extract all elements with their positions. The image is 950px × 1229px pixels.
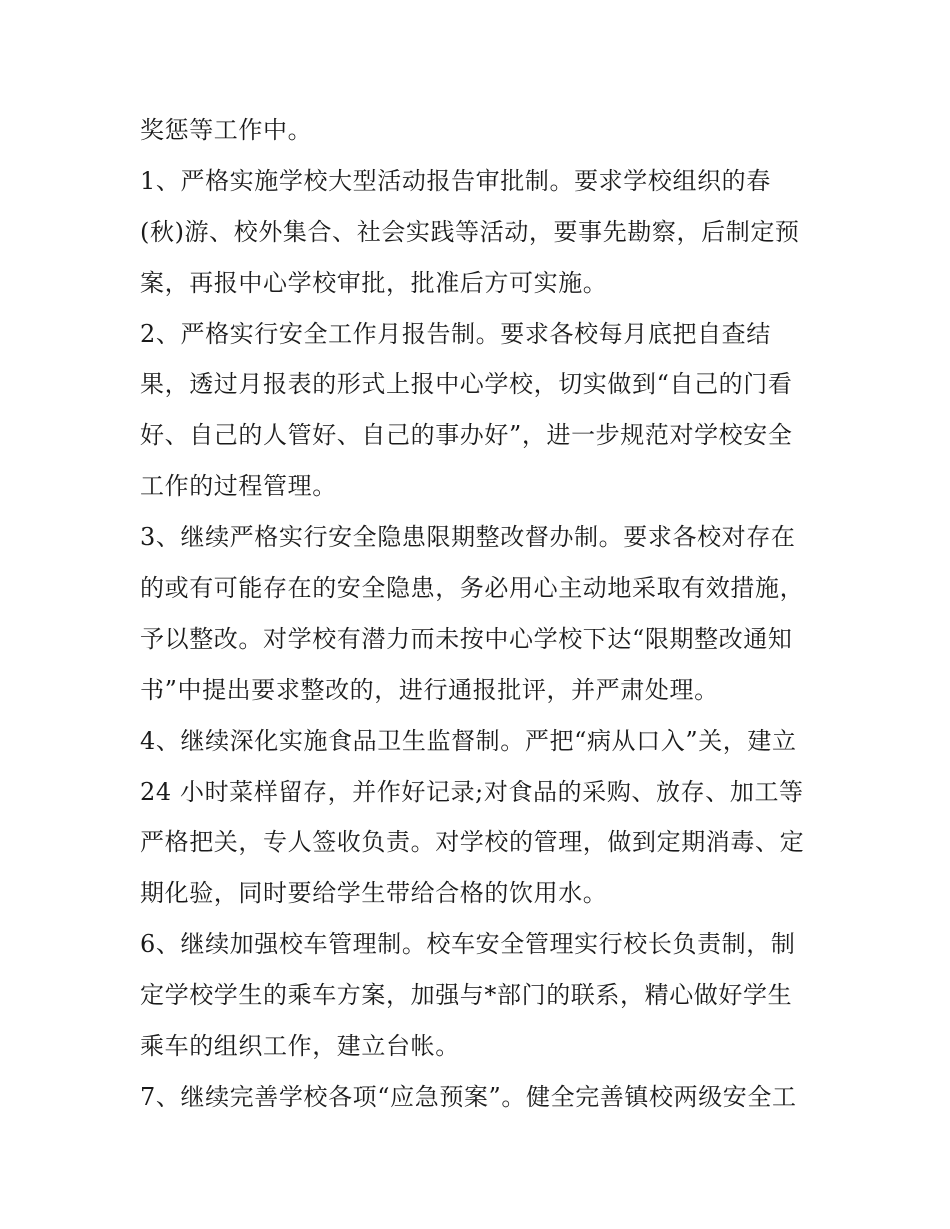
text-line: 6、继续加强校车管理制。校车安全管理实行校长负责制，制 <box>140 930 796 959</box>
text-line: (秋)游、校外集合、社会实践等活动，要事先勘察，后制定预 <box>140 217 800 246</box>
text-line: 乘车的组织工作，建立台帐。 <box>140 1032 460 1061</box>
text-line: 定学校学生的乘车方案，加强与*部门的联系，精心做好学生 <box>140 981 793 1010</box>
text-line: 2、严格实行安全工作月报告制。要求各校每月底把自查结 <box>140 319 771 348</box>
text-line: 奖惩等工作中。 <box>140 116 313 144</box>
text-line: 3、继续严格实行安全隐患限期整改督办制。要求各校对存在 <box>140 523 796 552</box>
text-line: 24 小时菜样留存，并作好记录;对食品的采购、放存、加工等 <box>140 777 804 806</box>
text-line: 7、继续完善学校各项“应急预案”。健全完善镇校两级安全工 <box>140 1082 797 1111</box>
text-line: 1、严格实施学校大型活动报告审批制。要求学校组织的春 <box>140 166 771 195</box>
text-line: 4、继续深化实施食品卫生监督制。严把“病从口入”关，建立 <box>140 726 797 755</box>
text-line: 案，再报中心学校审批，批准后方可实施。 <box>140 268 608 297</box>
text-line: 工作的过程管理。 <box>140 472 337 501</box>
text-line: 予以整改。对学校有潜力而未按中心学校下达“限期整改通知 <box>140 624 793 653</box>
text-line: 的或有可能存在的安全隐患，务必用心主动地采取有效措施， <box>140 574 805 603</box>
text-line: 书”中提出要求整改的，进行通报批评，并严肃处理。 <box>140 675 719 704</box>
document-body <box>140 105 820 1123</box>
text-line: 好、自己的人管好、自己的事办好”，进一步规范对学校安全 <box>140 421 793 450</box>
text-line: 严格把关，专人签收负责。对学校的管理，做到定期消毒、定 <box>140 828 805 857</box>
text-line: 期化验，同时要给学生带给合格的饮用水。 <box>140 879 608 908</box>
text-line: 果，透过月报表的形式上报中心学校，切实做到“自己的门看 <box>140 370 793 399</box>
